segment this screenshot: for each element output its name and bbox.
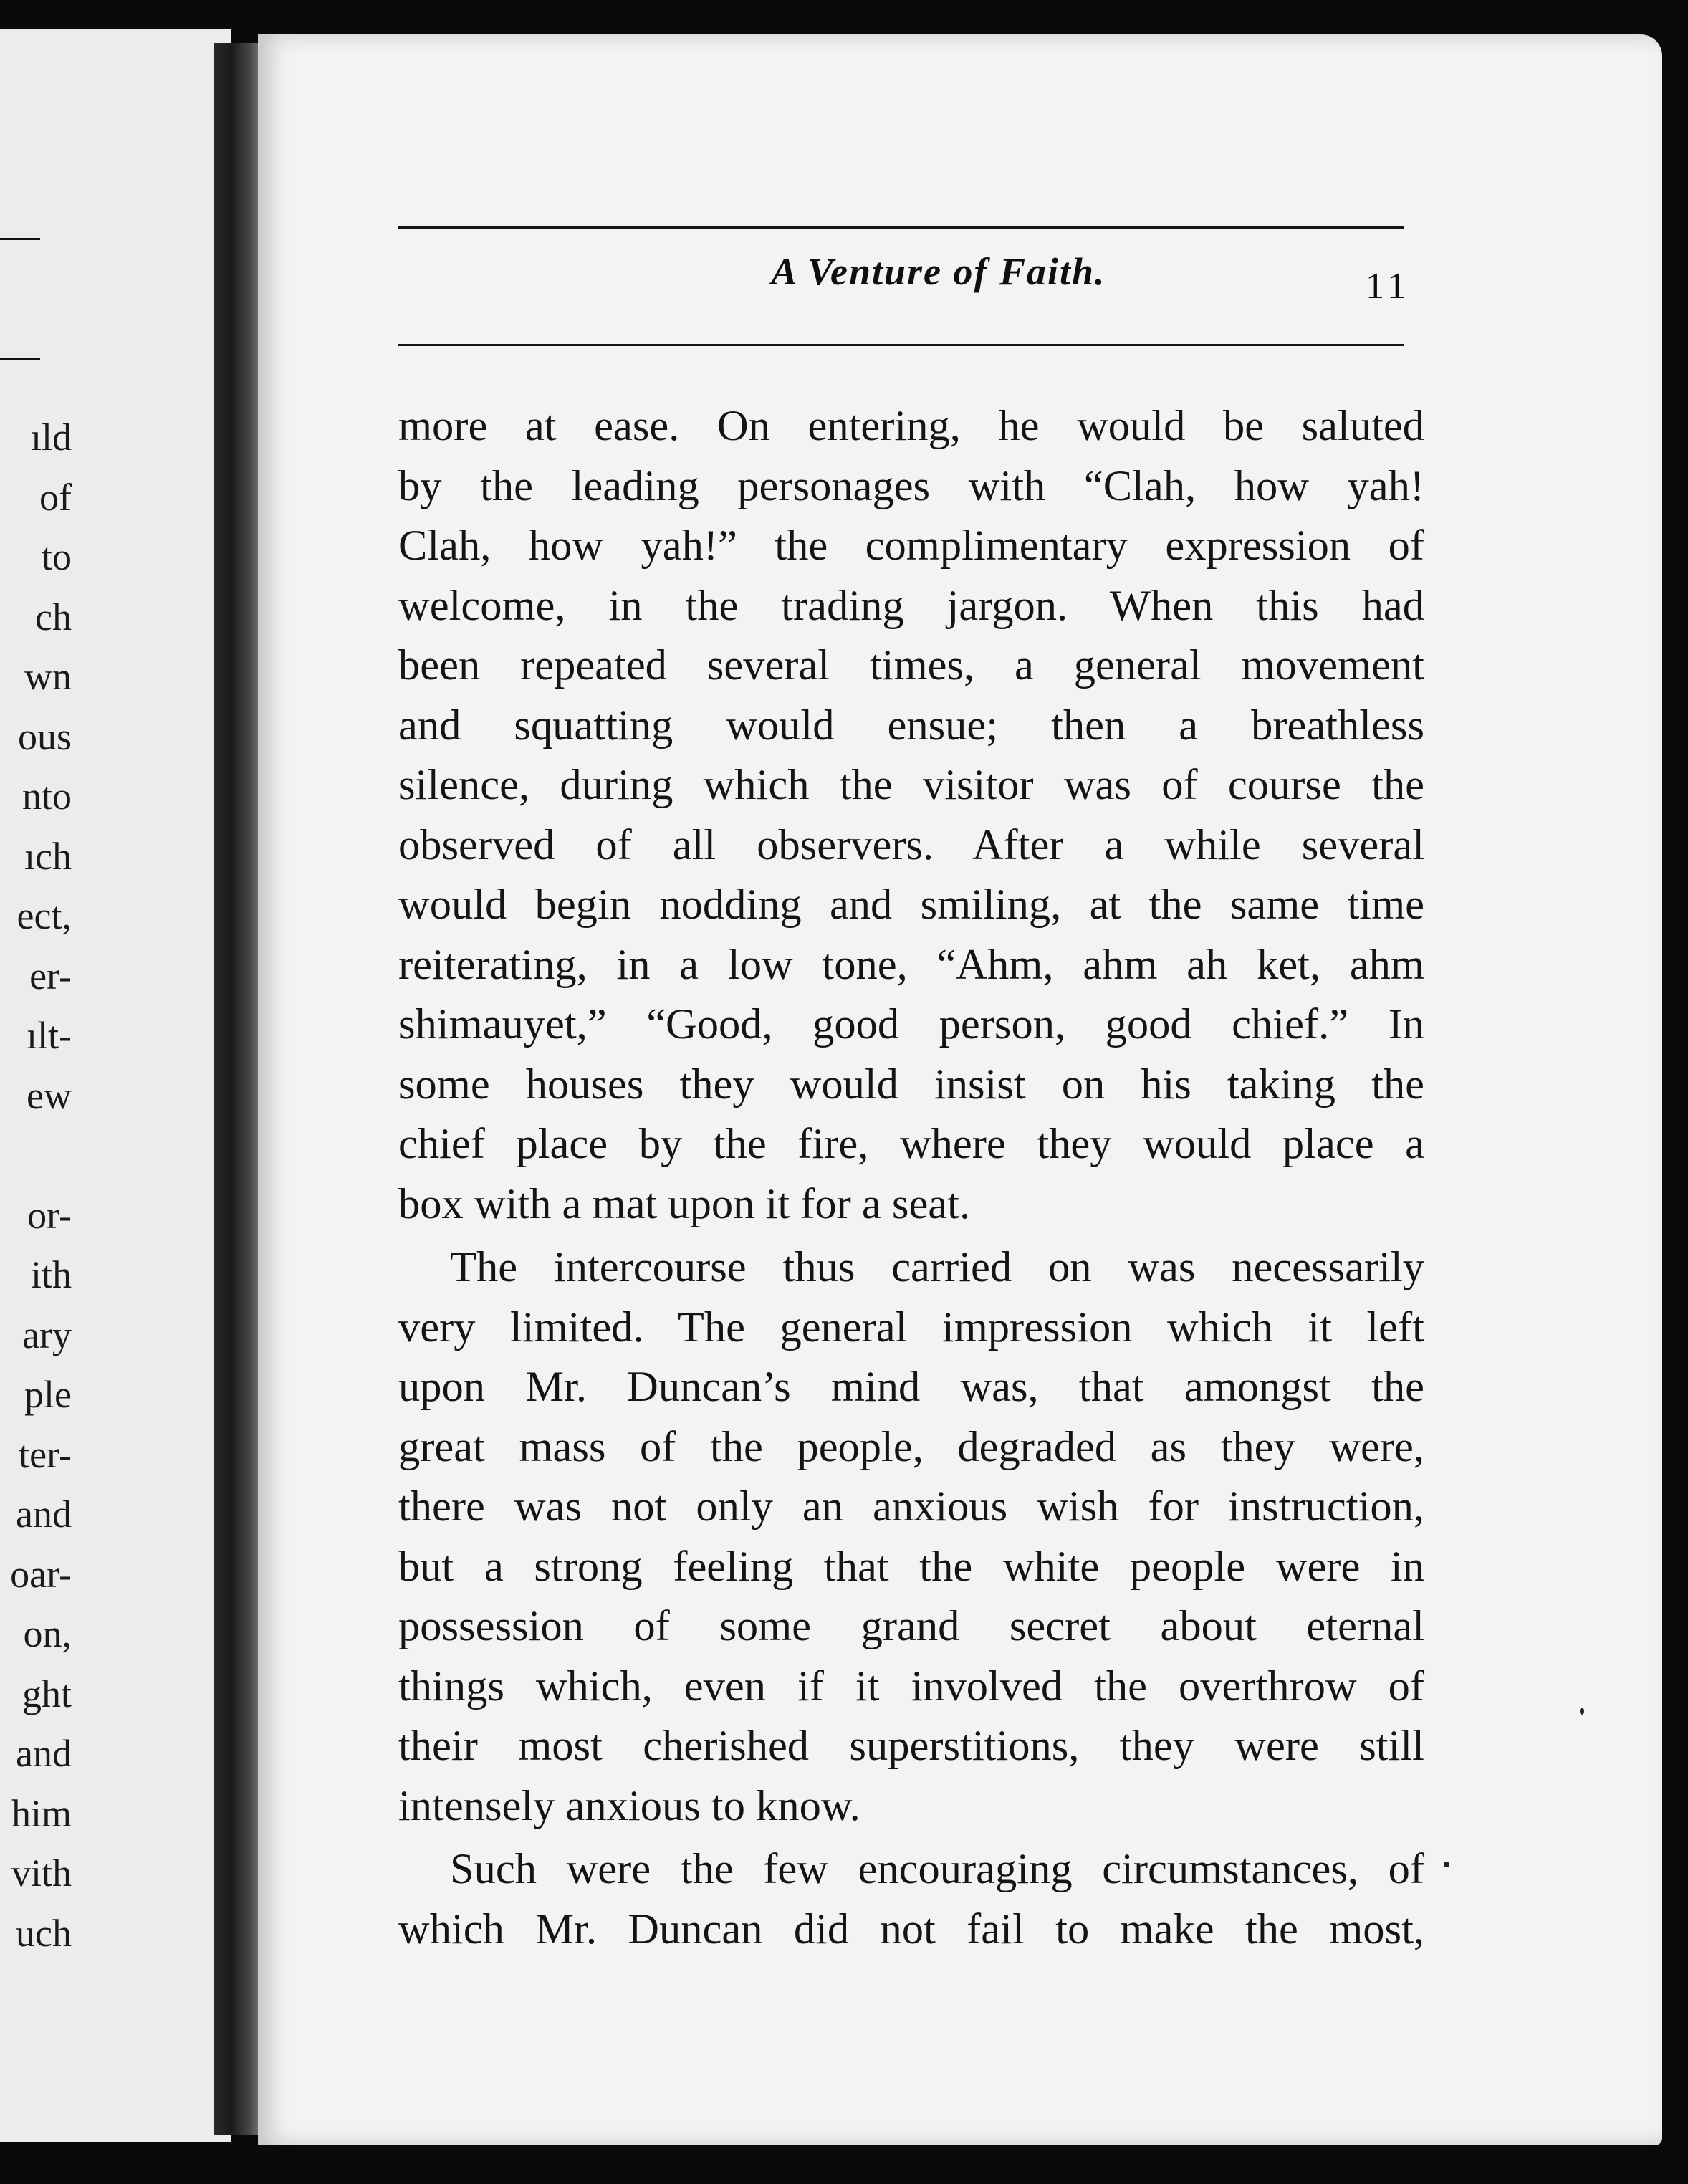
text-line: Such were the few encouraging circumstances, of [450, 1845, 1424, 1893]
text-line: silence, during which the visitor was of course the [398, 761, 1424, 809]
speck-mark [1580, 1708, 1584, 1715]
previous-page-fragment: ous [17, 714, 72, 758]
previous-page-fragment: ect, [16, 894, 72, 937]
previous-page-fragment: ew [27, 1073, 72, 1117]
previous-page-fragment: ıch [24, 834, 72, 878]
previous-page-fragment: him [11, 1791, 72, 1835]
text-line: by the leading personages with “Clah, how yah! [398, 461, 1424, 510]
current-page [258, 34, 1662, 2145]
text-line: shimauyet,” “Good, good person, good chief.” In [398, 1000, 1424, 1048]
text-line: reiterating, in a low tone, “Ahm, ahm ah ket, ahm [398, 940, 1424, 989]
text-line: their most cherished superstitions, they were still [398, 1722, 1424, 1770]
text-line: which Mr. Duncan did not fail to make the most, [398, 1905, 1424, 1953]
previous-page-fragment: ple [24, 1373, 72, 1416]
text-line: The intercourse thus carried on was necessarily [450, 1243, 1424, 1291]
text-line: chief place by the fire, where they would place a [398, 1120, 1424, 1168]
previous-page-fragment: or- [27, 1193, 72, 1237]
text-line: very limited. The general impression which it left [398, 1303, 1424, 1351]
text-line: more at ease. On entering, he would be saluted [398, 402, 1424, 450]
text-line: welcome, in the trading jargon. When this had [398, 581, 1424, 630]
previous-page-fragment: ıld [30, 416, 72, 459]
text-line: upon Mr. Duncan’s mind was, that amongst the [398, 1363, 1424, 1411]
previous-page-fragment: on, [23, 1612, 72, 1655]
page-number: 11 [1366, 266, 1411, 307]
previous-page-fragment: and [16, 1732, 72, 1775]
previous-page-fragment: vith [11, 1852, 72, 1895]
text-line: great mass of the people, degraded as they were, [398, 1422, 1424, 1471]
previous-page-fragment: wn [24, 655, 72, 698]
previous-page-fragment: and [16, 1493, 72, 1536]
text-line: would begin nodding and smiling, at the same time [398, 881, 1424, 929]
header-rule-top [398, 226, 1404, 229]
running-head-title: A Venture of Faith. [771, 250, 1106, 293]
text-line: and squatting would ensue; then a breathless [398, 701, 1424, 749]
text-line: some houses they would insist on his taking the [398, 1060, 1424, 1108]
previous-page-fragment: ch [35, 595, 72, 638]
text-line: observed of all observers. After a while several [398, 820, 1424, 869]
text-line: Clah, how yah!” the complimentary expression of [398, 522, 1424, 570]
text-line: intensely anxious to know. [398, 1781, 860, 1830]
text-line: been repeated several times, a general movement [398, 641, 1424, 689]
previous-page-fragment: ılt- [27, 1014, 72, 1057]
text-line: there was not only an anxious wish for instruction, [398, 1483, 1424, 1531]
previous-page-fragment: uch [16, 1911, 72, 1955]
previous-page-header-rule-lower [0, 358, 40, 360]
previous-page-fragment: to [41, 535, 72, 578]
text-line: things which, even if it involved the overthrow of [398, 1662, 1424, 1710]
previous-page-fragment: ght [21, 1672, 72, 1715]
body-text [398, 396, 1424, 1959]
previous-page-header-rule [0, 238, 40, 240]
previous-page-fragment: ary [22, 1313, 72, 1356]
previous-page-fragment: ter- [19, 1432, 72, 1476]
previous-page-fragment: nto [21, 775, 72, 818]
previous-page-fragment: ith [30, 1253, 72, 1296]
speck-mark [1444, 1862, 1449, 1867]
previous-page-fragment: er- [29, 954, 72, 997]
text-line: possession of some grand secret about eternal [398, 1602, 1424, 1650]
previous-page-fragment: oar- [10, 1552, 72, 1596]
text-line: box with a mat upon it for a seat. [398, 1179, 971, 1228]
text-line: but a strong feeling that the white people were in [398, 1542, 1424, 1591]
header-rule-bottom [398, 344, 1404, 346]
previous-page-fragment: of [39, 475, 72, 519]
previous-page [0, 29, 231, 2142]
